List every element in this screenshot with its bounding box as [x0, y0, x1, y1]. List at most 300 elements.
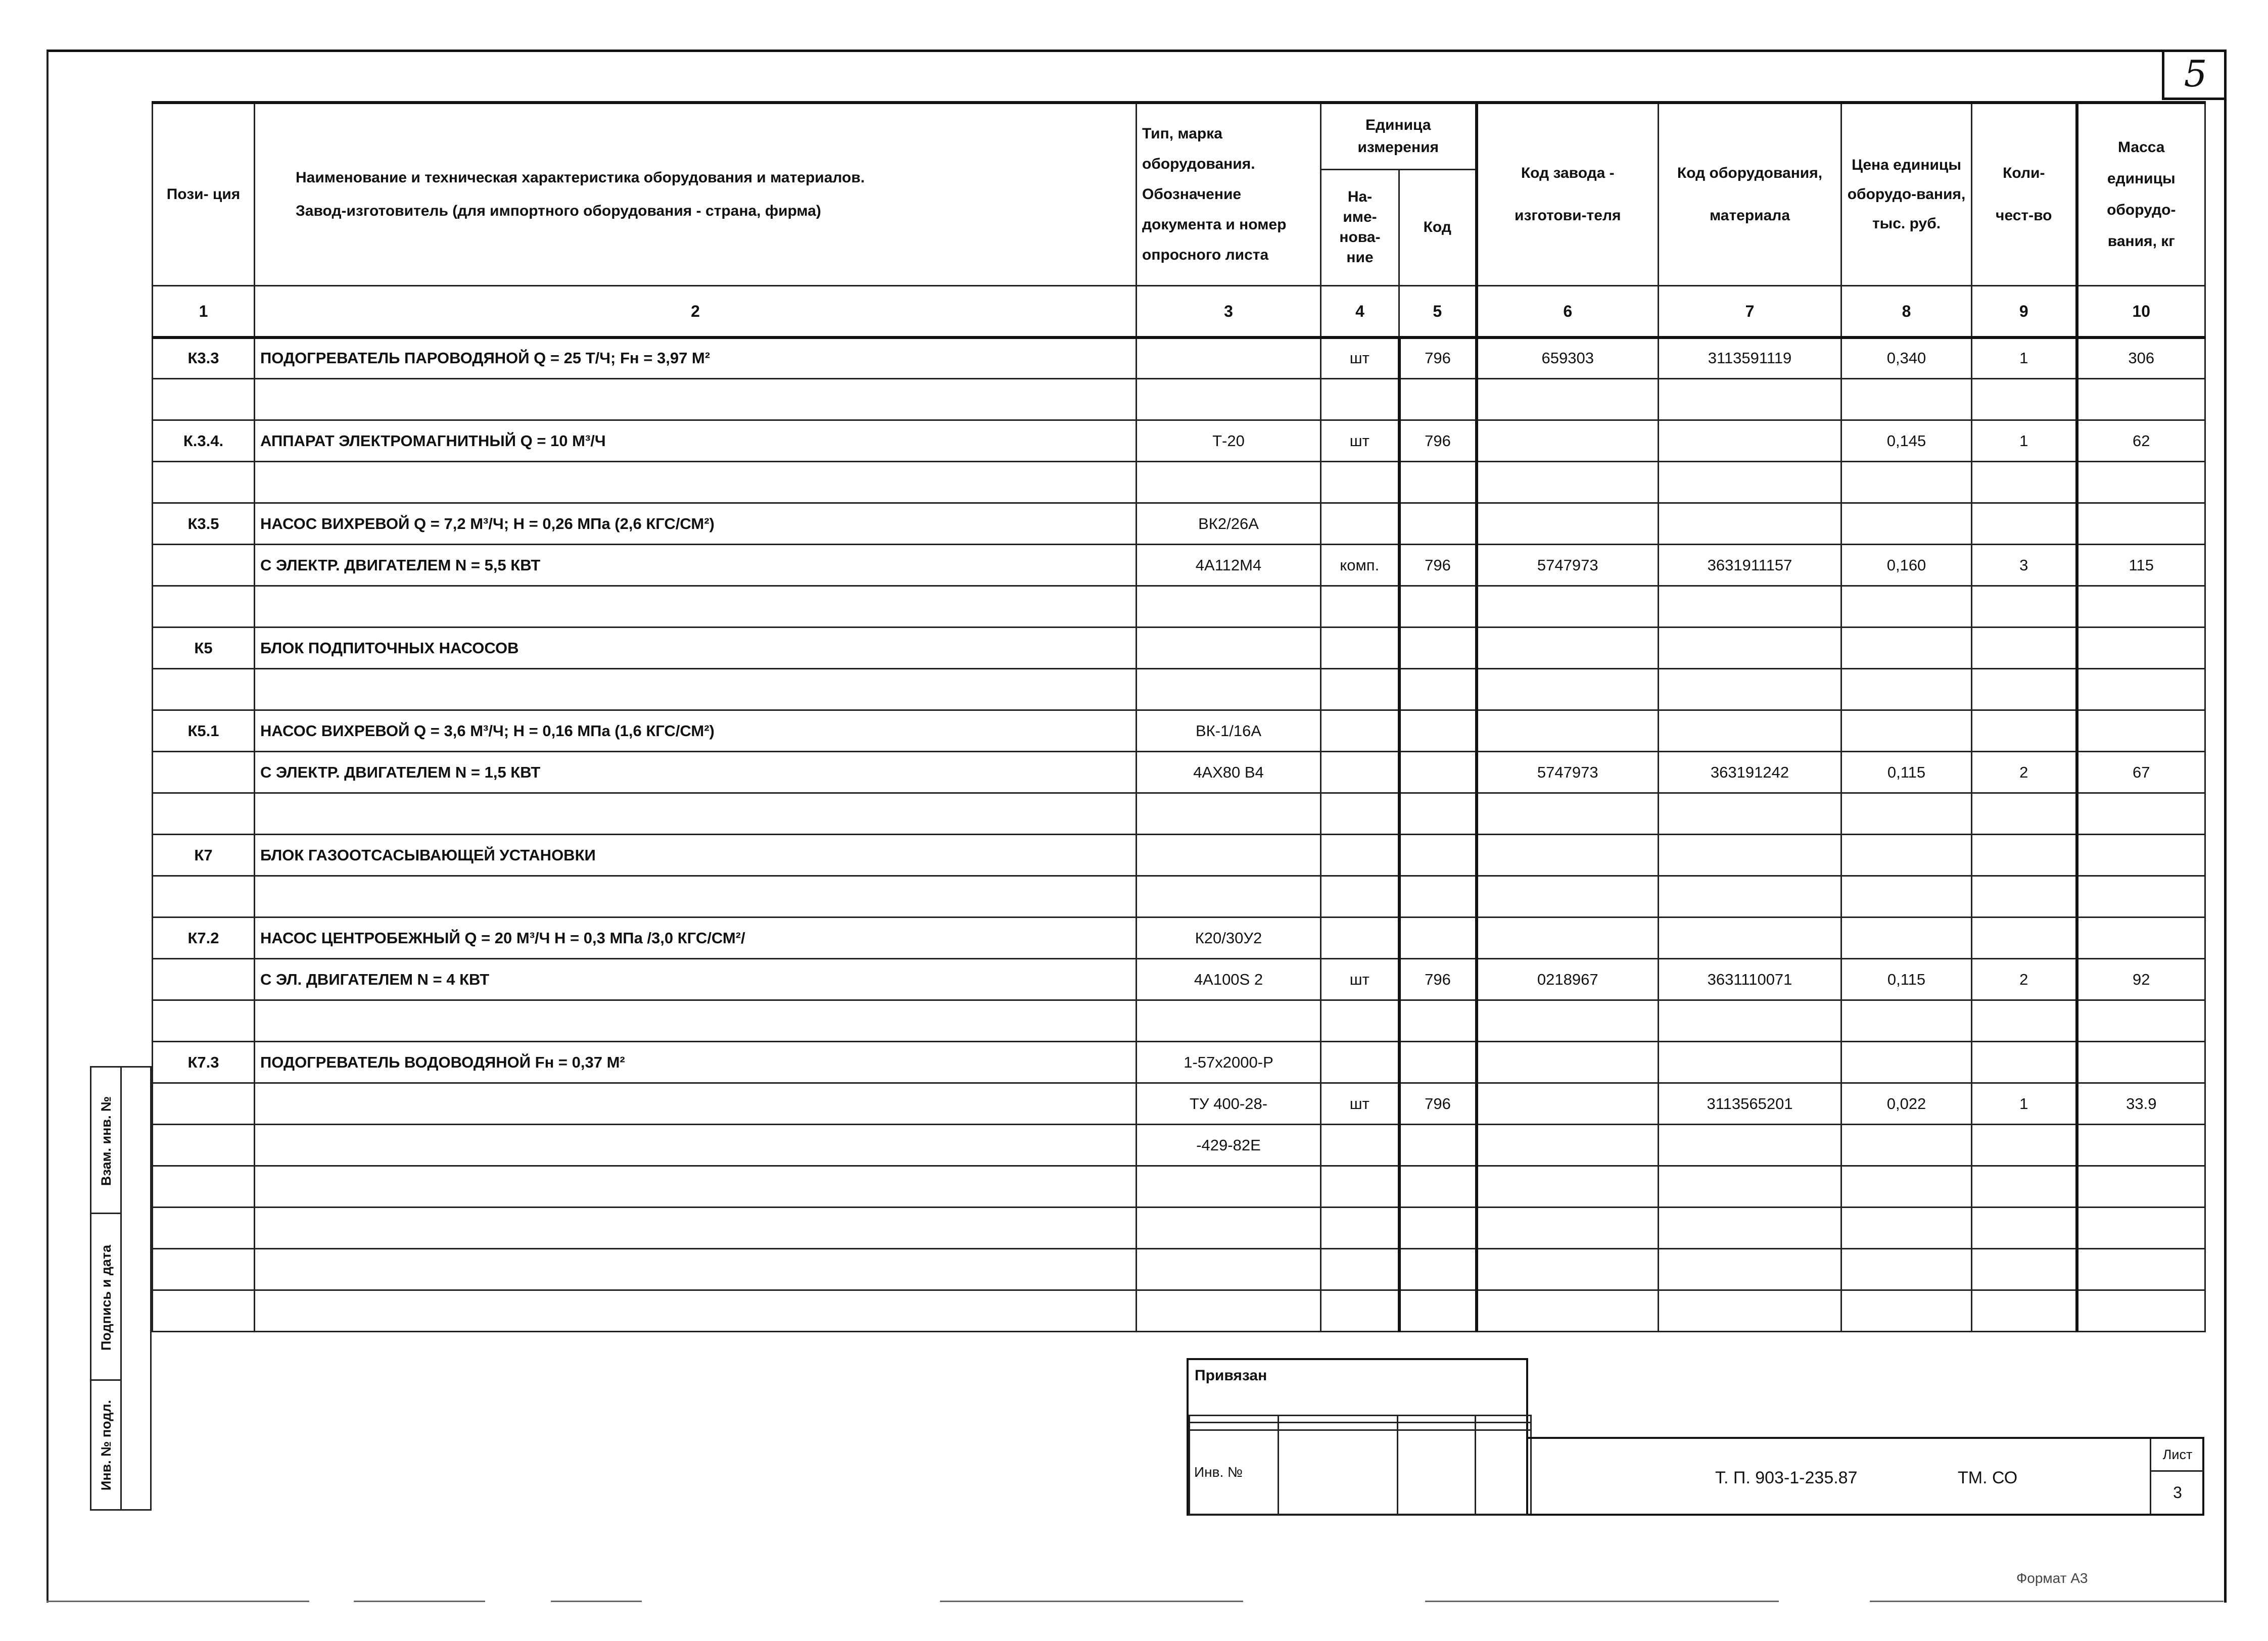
row-mass: [2077, 1166, 2205, 1208]
table-row: [153, 379, 2205, 420]
header-equipment-code: Код оборудования, материала: [1659, 103, 1841, 285]
row-type: ВК-1/16А: [1137, 710, 1321, 752]
row-unit: [1321, 1249, 1399, 1290]
header-unit: Единица измерения: [1321, 103, 1477, 169]
row-type: 4АХ80 В4: [1137, 752, 1321, 793]
row-name: [255, 1166, 1137, 1208]
row-name: [255, 1083, 1137, 1125]
row-equipment-code: [1659, 420, 1841, 462]
row-position: [153, 545, 255, 586]
table-row: [153, 959, 2205, 1000]
row-unit-code: [1399, 1208, 1477, 1249]
row-unit-code: [1399, 752, 1477, 793]
side-stamp-sign-date: Подпись и дата: [99, 1244, 114, 1350]
row-name: БЛОК ГАЗООТСАСЫВАЮЩЕЙ УСТАНОВКИ: [255, 835, 1137, 876]
row-unit-code: [1399, 503, 1477, 545]
row-equipment-code: [1659, 1042, 1841, 1083]
table-row: [153, 420, 2205, 462]
row-price: [1841, 503, 1972, 545]
row-plant-code: [1477, 710, 1659, 752]
row-equipment-code: [1659, 1208, 1841, 1249]
row-equipment-code: [1659, 462, 1841, 503]
row-equipment-code: [1659, 586, 1841, 628]
row-mass: 33.9: [2077, 1083, 2205, 1125]
row-unit-code: [1399, 835, 1477, 876]
row-plant-code: [1477, 586, 1659, 628]
row-plant-code: [1477, 379, 1659, 420]
sheet-number: 3: [2173, 1483, 2182, 1502]
header-unit-name: На-име-нова-ние: [1321, 169, 1399, 285]
row-type: К20/30У2: [1137, 918, 1321, 959]
row-position: [153, 669, 255, 710]
row-quantity: 1: [1972, 420, 2077, 462]
table-row: [153, 586, 2205, 628]
row-price: [1841, 1000, 1972, 1042]
row-price: 0,022: [1841, 1083, 1972, 1125]
row-unit-code: [1399, 876, 1477, 918]
row-mass: [2077, 628, 2205, 669]
row-unit: [1321, 462, 1399, 503]
row-unit: [1321, 1290, 1399, 1332]
row-unit-code: 796: [1399, 959, 1477, 1000]
row-position: [153, 752, 255, 793]
row-unit: [1321, 1166, 1399, 1208]
row-name: [255, 586, 1137, 628]
row-type: [1137, 835, 1321, 876]
row-unit: [1321, 793, 1399, 835]
row-quantity: [1972, 1290, 2077, 1332]
row-mass: [2077, 793, 2205, 835]
row-quantity: [1972, 669, 2077, 710]
row-plant-code: [1477, 1166, 1659, 1208]
row-mass: 92: [2077, 959, 2205, 1000]
row-unit-code: 796: [1399, 420, 1477, 462]
row-equipment-code: [1659, 793, 1841, 835]
row-position: [153, 1083, 255, 1125]
cut-line: [940, 1601, 1243, 1602]
row-equipment-code: [1659, 710, 1841, 752]
row-price: 0,160: [1841, 545, 1972, 586]
side-stamp-vzam: Взам. инв. №: [99, 1096, 114, 1186]
header-position: Пози- ция: [153, 103, 255, 285]
table-row: [153, 876, 2205, 918]
row-unit: [1321, 710, 1399, 752]
row-name: АППАРАТ ЭЛЕКТРОМАГНИТНЫЙ Q = 10 М³/Ч: [255, 420, 1137, 462]
cut-line: [46, 1601, 309, 1602]
row-quantity: [1972, 710, 2077, 752]
table-row: [153, 669, 2205, 710]
row-position: К3.3: [153, 337, 255, 379]
row-quantity: [1972, 503, 2077, 545]
row-type: [1137, 669, 1321, 710]
row-name: [255, 793, 1137, 835]
row-equipment-code: [1659, 1166, 1841, 1208]
row-equipment-code: [1659, 1000, 1841, 1042]
row-name: С ЭЛЕКТР. ДВИГАТЕЛЕМ N = 1,5 КВТ: [255, 752, 1137, 793]
table-row: [153, 503, 2205, 545]
cut-line: [1425, 1601, 1779, 1602]
row-type: [1137, 1290, 1321, 1332]
row-position: К5.1: [153, 710, 255, 752]
row-quantity: [1972, 835, 2077, 876]
binding-inv-label: Инв. №: [1190, 1430, 1279, 1515]
row-position: К7: [153, 835, 255, 876]
table-row: [153, 793, 2205, 835]
table-row: [153, 1125, 2205, 1166]
row-plant-code: [1477, 1125, 1659, 1166]
row-quantity: [1972, 586, 2077, 628]
col-num: 6: [1477, 285, 1659, 337]
row-type: [1137, 1208, 1321, 1249]
row-price: [1841, 918, 1972, 959]
row-unit: [1321, 876, 1399, 918]
row-name: [255, 876, 1137, 918]
row-mass: [2077, 1208, 2205, 1249]
row-equipment-code: [1659, 835, 1841, 876]
row-equipment-code: [1659, 1125, 1841, 1166]
header-plant-code: Код завода - изготови-теля: [1477, 103, 1659, 285]
row-unit-code: [1399, 793, 1477, 835]
table-row: [153, 752, 2205, 793]
col-num: 10: [2077, 285, 2205, 337]
row-quantity: 2: [1972, 959, 2077, 1000]
row-quantity: [1972, 1000, 2077, 1042]
row-unit: [1321, 586, 1399, 628]
row-plant-code: 0218967: [1477, 959, 1659, 1000]
row-price: [1841, 669, 1972, 710]
row-mass: 115: [2077, 545, 2205, 586]
table-row: [153, 918, 2205, 959]
row-mass: [2077, 710, 2205, 752]
row-type: [1137, 1000, 1321, 1042]
document-code: Т. П. 903-1-235.87: [1715, 1468, 1858, 1487]
row-equipment-code: 3631110071: [1659, 959, 1841, 1000]
row-position: К.3.4.: [153, 420, 255, 462]
row-plant-code: [1477, 628, 1659, 669]
row-mass: [2077, 1290, 2205, 1332]
row-price: [1841, 462, 1972, 503]
row-quantity: 1: [1972, 337, 2077, 379]
header-quantity: Коли-чест-во: [1972, 103, 2077, 285]
row-equipment-code: [1659, 503, 1841, 545]
row-position: [153, 1125, 255, 1166]
header-unit-code: Код: [1399, 169, 1477, 285]
row-type: -429-82Е: [1137, 1125, 1321, 1166]
row-type: 4А100S 2: [1137, 959, 1321, 1000]
row-equipment-code: 363191242: [1659, 752, 1841, 793]
row-position: [153, 959, 255, 1000]
row-name: [255, 1290, 1137, 1332]
table-row: [153, 337, 2205, 379]
row-plant-code: [1477, 503, 1659, 545]
row-unit-code: [1399, 1249, 1477, 1290]
row-mass: [2077, 918, 2205, 959]
row-name: НАСОС ЦЕНТРОБЕЖНЫЙ Q = 20 М³/Ч H = 0,3 МПа /3,0 КГС/СМ²/: [255, 918, 1137, 959]
row-unit: шт: [1321, 1083, 1399, 1125]
row-equipment-code: 3631911157: [1659, 545, 1841, 586]
row-price: 0,340: [1841, 337, 1972, 379]
row-equipment-code: [1659, 669, 1841, 710]
row-position: [153, 876, 255, 918]
row-plant-code: 5747973: [1477, 752, 1659, 793]
row-price: [1841, 1125, 1972, 1166]
row-name: ПОДОГРЕВАТЕЛЬ ВОДОВОДЯНОЙ Fн = 0,37 М²: [255, 1042, 1137, 1083]
row-unit-code: [1399, 918, 1477, 959]
row-type: [1137, 462, 1321, 503]
row-equipment-code: [1659, 379, 1841, 420]
row-price: [1841, 586, 1972, 628]
row-unit-code: [1399, 1166, 1477, 1208]
row-quantity: [1972, 876, 2077, 918]
row-unit: [1321, 669, 1399, 710]
col-num: 1: [153, 285, 255, 337]
table-row: [153, 1249, 2205, 1290]
row-type: Т-20: [1137, 420, 1321, 462]
row-name: БЛОК ПОДПИТОЧНЫХ НАСОСОВ: [255, 628, 1137, 669]
row-plant-code: [1477, 876, 1659, 918]
row-mass: 67: [2077, 752, 2205, 793]
row-position: К7.3: [153, 1042, 255, 1083]
row-quantity: [1972, 1208, 2077, 1249]
row-position: [153, 1249, 255, 1290]
row-plant-code: 5747973: [1477, 545, 1659, 586]
row-mass: [2077, 876, 2205, 918]
row-type: ВК2/26А: [1137, 503, 1321, 545]
row-price: [1841, 876, 1972, 918]
row-quantity: [1972, 793, 2077, 835]
row-plant-code: [1477, 793, 1659, 835]
cut-line: [551, 1601, 642, 1602]
col-num: 3: [1137, 285, 1321, 337]
row-position: [153, 1208, 255, 1249]
row-plant-code: [1477, 1208, 1659, 1249]
row-quantity: [1972, 1125, 2077, 1166]
table-row: [153, 710, 2205, 752]
sheet-label: Лист: [2151, 1439, 2204, 1472]
row-position: К7.2: [153, 918, 255, 959]
row-unit: [1321, 1000, 1399, 1042]
row-unit: [1321, 835, 1399, 876]
format-label: Формат А3: [2016, 1570, 2088, 1586]
row-plant-code: [1477, 835, 1659, 876]
row-mass: [2077, 586, 2205, 628]
row-mass: [2077, 835, 2205, 876]
row-unit-code: [1399, 1000, 1477, 1042]
header-price: Цена единицы оборудо-вания, тыс. руб.: [1841, 103, 1972, 285]
row-price: [1841, 628, 1972, 669]
row-unit-code: 796: [1399, 1083, 1477, 1125]
row-price: [1841, 379, 1972, 420]
cut-line: [354, 1601, 485, 1602]
row-type: [1137, 337, 1321, 379]
col-num: 2: [255, 285, 1137, 337]
row-mass: 306: [2077, 337, 2205, 379]
row-unit: комп.: [1321, 545, 1399, 586]
row-name: [255, 1249, 1137, 1290]
row-price: [1841, 1249, 1972, 1290]
row-unit: шт: [1321, 337, 1399, 379]
row-price: [1841, 835, 1972, 876]
row-name: [255, 669, 1137, 710]
row-price: [1841, 710, 1972, 752]
row-unit: [1321, 1042, 1399, 1083]
row-quantity: 2: [1972, 752, 2077, 793]
row-unit-code: [1399, 628, 1477, 669]
table-row: [153, 1290, 2205, 1332]
binding-stamp: [1187, 1358, 1528, 1516]
table-row: [153, 628, 2205, 669]
row-quantity: 1: [1972, 1083, 2077, 1125]
row-unit-code: [1399, 1290, 1477, 1332]
row-type: ТУ 400-28-: [1137, 1083, 1321, 1125]
row-plant-code: [1477, 1000, 1659, 1042]
row-name: [255, 1208, 1137, 1249]
row-position: [153, 1000, 255, 1042]
row-price: [1841, 793, 1972, 835]
row-unit: [1321, 752, 1399, 793]
specification-table: [152, 101, 2206, 1332]
row-equipment-code: 3113591119: [1659, 337, 1841, 379]
title-block: [1528, 1437, 2204, 1516]
row-price: 0,145: [1841, 420, 1972, 462]
row-quantity: [1972, 1249, 2077, 1290]
row-position: К3.5: [153, 503, 255, 545]
row-quantity: [1972, 379, 2077, 420]
row-equipment-code: [1659, 1290, 1841, 1332]
row-mass: [2077, 503, 2205, 545]
row-position: [153, 462, 255, 503]
row-type: 4А112М4: [1137, 545, 1321, 586]
row-position: [153, 793, 255, 835]
header-description: Наименование и техническая характеристика оборудования и материалов. Завод-изготовитель (для импортного оборудования - страна, фирма): [255, 103, 1137, 285]
row-quantity: [1972, 628, 2077, 669]
row-quantity: 3: [1972, 545, 2077, 586]
sheet-box: [2150, 1439, 2204, 1514]
row-unit: [1321, 1125, 1399, 1166]
table-row: [153, 1042, 2205, 1083]
row-unit-code: [1399, 710, 1477, 752]
row-name: ПОДОГРЕВАТЕЛЬ ПАРОВОДЯНОЙ Q = 25 Т/Ч; Fн = 3,97 М²: [255, 337, 1137, 379]
table-row: [153, 835, 2205, 876]
row-plant-code: [1477, 1083, 1659, 1125]
col-num: 5: [1399, 285, 1477, 337]
row-unit: [1321, 918, 1399, 959]
row-unit-code: [1399, 1042, 1477, 1083]
table-row: [153, 545, 2205, 586]
row-unit: [1321, 503, 1399, 545]
cut-line: [1870, 1601, 2224, 1602]
row-mass: [2077, 669, 2205, 710]
row-name: [255, 1125, 1137, 1166]
binding-stamp-title: Привязан: [1195, 1367, 1267, 1384]
row-plant-code: [1477, 462, 1659, 503]
row-price: 0,115: [1841, 752, 1972, 793]
row-price: [1841, 1166, 1972, 1208]
row-type: [1137, 793, 1321, 835]
row-price: [1841, 1290, 1972, 1332]
row-price: 0,115: [1841, 959, 1972, 1000]
row-name: [255, 462, 1137, 503]
row-type: [1137, 379, 1321, 420]
row-equipment-code: [1659, 876, 1841, 918]
row-quantity: [1972, 918, 2077, 959]
row-plant-code: [1477, 1290, 1659, 1332]
side-stamp-inv-podl: Инв. № подл.: [99, 1399, 114, 1490]
row-name: НАСОС ВИХРЕВОЙ Q = 7,2 М³/Ч; H = 0,26 МПа (2,6 КГС/СМ²): [255, 503, 1137, 545]
row-quantity: [1972, 462, 2077, 503]
row-mass: [2077, 1042, 2205, 1083]
row-plant-code: [1477, 918, 1659, 959]
row-type: 1-57х2000-Р: [1137, 1042, 1321, 1083]
row-type: [1137, 586, 1321, 628]
table-row: [153, 1083, 2205, 1125]
document-mark: ТМ. СО: [1958, 1468, 2018, 1487]
row-plant-code: [1477, 420, 1659, 462]
row-unit-code: 796: [1399, 545, 1477, 586]
row-mass: [2077, 1249, 2205, 1290]
binding-grid: [1189, 1415, 1532, 1516]
header-mass: Масса единицы оборудо-вания, кг: [2077, 103, 2205, 285]
row-position: К5: [153, 628, 255, 669]
col-num: 4: [1321, 285, 1399, 337]
table-row: [153, 1208, 2205, 1249]
row-type: [1137, 1166, 1321, 1208]
row-quantity: [1972, 1166, 2077, 1208]
row-type: [1137, 876, 1321, 918]
row-plant-code: 659303: [1477, 337, 1659, 379]
row-mass: 62: [2077, 420, 2205, 462]
row-name: [255, 379, 1137, 420]
row-position: [153, 1166, 255, 1208]
col-num: 9: [1972, 285, 2077, 337]
row-unit: [1321, 1208, 1399, 1249]
row-equipment-code: [1659, 1249, 1841, 1290]
row-price: [1841, 1208, 1972, 1249]
row-type: [1137, 628, 1321, 669]
row-mass: [2077, 379, 2205, 420]
table-row: [153, 462, 2205, 503]
row-mass: [2077, 1125, 2205, 1166]
col-num: 8: [1841, 285, 1972, 337]
row-equipment-code: 3113565201: [1659, 1083, 1841, 1125]
row-name: С ЭЛ. ДВИГАТЕЛЕМ N = 4 КВТ: [255, 959, 1137, 1000]
row-mass: [2077, 462, 2205, 503]
table-row: [153, 1000, 2205, 1042]
side-stamp: [90, 1066, 152, 1511]
row-unit-code: [1399, 586, 1477, 628]
col-num: 7: [1659, 285, 1841, 337]
row-price: [1841, 1042, 1972, 1083]
row-unit-code: 796: [1399, 337, 1477, 379]
row-unit-code: [1399, 379, 1477, 420]
row-position: [153, 379, 255, 420]
row-unit: шт: [1321, 420, 1399, 462]
header-type: Тип, марка оборудования. Обозначение документа и номер опросного листа: [1137, 103, 1321, 285]
row-unit: [1321, 628, 1399, 669]
row-position: [153, 586, 255, 628]
row-equipment-code: [1659, 918, 1841, 959]
row-equipment-code: [1659, 628, 1841, 669]
row-mass: [2077, 1000, 2205, 1042]
row-unit-code: [1399, 669, 1477, 710]
row-unit: шт: [1321, 959, 1399, 1000]
row-plant-code: [1477, 669, 1659, 710]
row-name: С ЭЛЕКТР. ДВИГАТЕЛЕМ N = 5,5 КВТ: [255, 545, 1137, 586]
table-row: [153, 1166, 2205, 1208]
row-unit-code: [1399, 1125, 1477, 1166]
row-position: [153, 1290, 255, 1332]
row-unit: [1321, 379, 1399, 420]
